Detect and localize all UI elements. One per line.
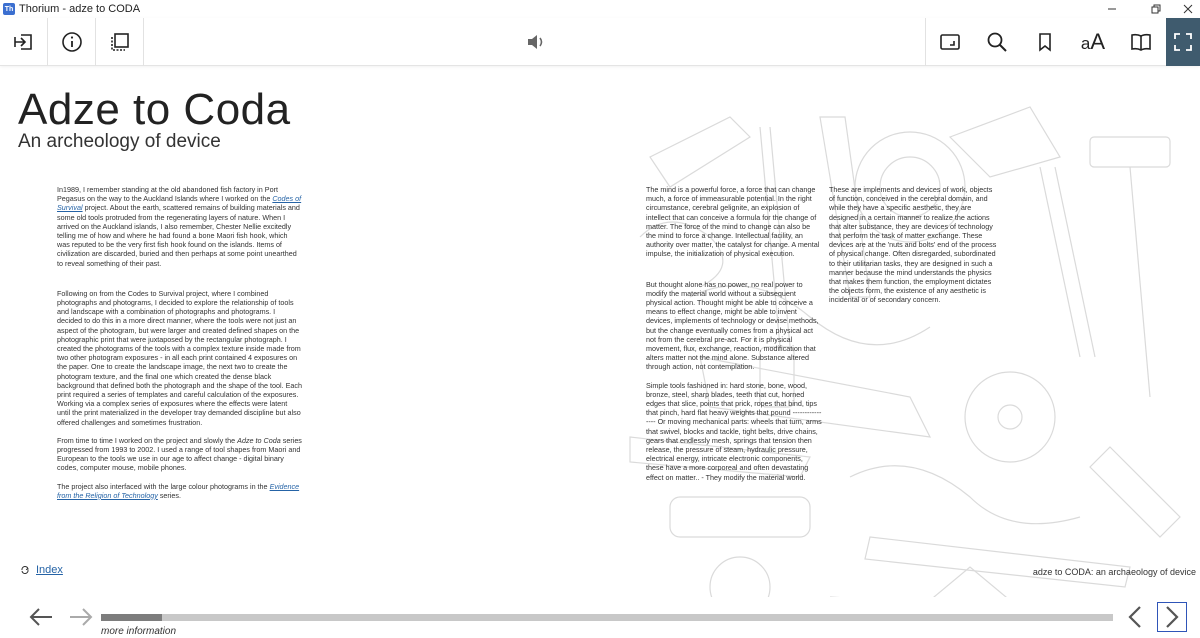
title-bar bbox=[0, 0, 1200, 18]
footer-caption: adze to CODA: an archaeology of device bbox=[1032, 567, 1196, 577]
page-subtitle: An archeology of device bbox=[18, 131, 221, 152]
speaker-icon bbox=[524, 30, 548, 54]
paragraph: But thought alone has no power, no real power to modify the material world without a subsequent physical action. Thought might be able to conceive a means to effect change, might be able to invent devices, implements of technology or devise methods, but the change eventually comes from a physical act not from the cerebral pre-act. For it is physical movement, flux, exchange, reaction, modification that alters matter not the mind alone. Substance altered through action, not contemplation. bbox=[646, 279, 819, 372]
search-button[interactable] bbox=[973, 18, 1021, 66]
next-page-button[interactable] bbox=[1157, 602, 1187, 632]
app-icon: Th bbox=[3, 3, 15, 15]
reading-mode-button[interactable] bbox=[1117, 18, 1165, 66]
info-button[interactable] bbox=[48, 18, 96, 66]
index-link[interactable] bbox=[20, 564, 63, 576]
paragraph: Simple tools fashioned in: hard stone, bone, wood, bronze, steel, sharp blades, teeth that cut, horned edges that slice, points that prick, ropes that bind, tips that pinch, hard flat heavy weights that pound ---------------- Or moving mechanical parts: wheels that turn, arms that swivel, blocks and tackle, tight belts, drive chains, gears that endlessly mesh, springs that tension then release, the pressure of steam, hydraulic pressure, electrical energy, intricate electronic components, these have a more corporeal and often devastating effect on matter.. - They modify the material world. bbox=[646, 380, 822, 482]
chevron-left-icon bbox=[1127, 605, 1143, 629]
reader-content bbox=[0, 67, 1200, 597]
font-settings-button[interactable] bbox=[1069, 18, 1117, 66]
chevron-right-icon bbox=[1164, 605, 1180, 629]
close-icon bbox=[1183, 4, 1193, 14]
evidence-religion-technology-link[interactable]: Evidence from the Religion of Technology bbox=[57, 481, 300, 500]
bookmark-icon bbox=[1033, 30, 1057, 54]
reading-mode-icon bbox=[1129, 30, 1153, 54]
page-title: Adze to Coda bbox=[18, 85, 291, 134]
more-information-label: more information bbox=[101, 626, 177, 637]
bookmark-button[interactable] bbox=[1021, 18, 1069, 66]
info-icon bbox=[60, 30, 84, 54]
codes-of-survival-link[interactable]: Codes of Survival bbox=[57, 194, 302, 213]
reading-progress-bar[interactable] bbox=[101, 614, 1113, 621]
minimize-button[interactable] bbox=[1094, 0, 1130, 18]
window-title: Thorium - adze to CODA bbox=[19, 3, 141, 15]
paragraph: From time to time I worked on the project and slowly the Adze to Coda series progressed from 1993 to 2002. I used a range of tool shapes from Maori and European to the tools we use in our age to affect change - digital binary codes, computer mouse, mobile phones. bbox=[57, 435, 302, 473]
text-column-2 bbox=[646, 185, 822, 491]
table-of-contents-icon bbox=[108, 30, 132, 54]
paragraph: The project also interfaced with the large colour photograms in the Evidence from the Religion of Technology series. bbox=[57, 481, 300, 500]
arrow-right-icon bbox=[68, 606, 94, 628]
fit-page-icon bbox=[938, 30, 962, 54]
paragraph: These are implements and devices of work, objects of function, conceived in the cerebral domain, and while they have a specific aesthetic, they are designed in a certain manner to realize the actions that alter substance, they are devices of technology that perform the task of matter exchange. These devices are at the 'nuts and bolts' end of the process of physical change. Often disregarded, subordinated to their utilitarian tasks, they are designed in such a manner because the mind understands the physics that makes them function, the employment dictates the objects form, the existence of any aesthetic is incidental or of secondary concern. bbox=[829, 185, 997, 305]
search-icon bbox=[985, 30, 1009, 54]
minimize-icon bbox=[1107, 4, 1117, 14]
back-to-library-icon bbox=[12, 30, 36, 54]
close-window-button[interactable] bbox=[1170, 0, 1200, 18]
paragraph: Following on from the Codes to Survival project, where I combined photographs and photograms, I decided to explore the relationship of tools and landscape with a combination of photographs and photograms. I decided to do this in a more direct manner, where the tools were not just an aspect of the photogram, but were larger and created defined shapes on the photographic print that were juxtaposed by the rectangular photograph. I created the photograms of the tools with a complex texture inside made from two other photogram exposures - in all each print contained 4 exposures on the paper. One to create the landscape image, the next two to create the photogram texture, and the final one which created the dense black background that defined both the photograph and the shape of the tool. Each print required a series of templates and careful calculation of the exposures. Working via a complex series of exposures where the effects were latent until the print materialized in the developer tray demanded discipline but also offered challenges and sometimes frustration. bbox=[57, 288, 302, 427]
history-forward-button[interactable] bbox=[66, 602, 96, 632]
previous-page-button[interactable] bbox=[1120, 602, 1150, 632]
bottom-navigation bbox=[0, 598, 1200, 638]
arrow-left-icon bbox=[28, 606, 54, 628]
back-to-library-button[interactable] bbox=[0, 18, 48, 66]
fullscreen-button[interactable] bbox=[1166, 18, 1200, 66]
history-back-button[interactable] bbox=[26, 602, 56, 632]
restore-button[interactable] bbox=[1138, 0, 1174, 18]
table-of-contents-button[interactable] bbox=[96, 18, 144, 66]
fit-page-button[interactable] bbox=[925, 18, 973, 66]
refresh-icon bbox=[20, 565, 30, 575]
paragraph: The mind is a powerful force, a force that can change much, a force of immeasurable potential. In the right circumstance, cerebral gelignite, an explosion of intellect that can conceive a formula for the change of matter. The force of the mind to change can also be the mind to force a change. Intellectual facility, an authority over matter, the catalyst for change. A mental impulse, the initialization of physical execution. bbox=[646, 185, 820, 259]
restore-icon bbox=[1151, 4, 1161, 14]
font-settings-icon: aA bbox=[1080, 29, 1106, 54]
paragraph: In1989, I remember standing at the old abandoned fish factory in Port Pegasus on the way to the Auckland Islands where I worked on the Codes of Survival project. About the earth, scattered remains of building materials and some old tools protruded from the regenerating layers of nature. When I arrived on the Auckland islands, I also remember, Chester Nellie excitedly telling me of how and where he had found a bone Maori fish hook, which was reputed to be the very first fish hook found on the islands. Items of civilization are discarded, buried and then perhaps at some point unearthed to reveal something of their past. bbox=[57, 185, 302, 268]
index-link-label: Index bbox=[36, 564, 63, 576]
text-column-3 bbox=[829, 185, 999, 314]
read-aloud-button[interactable] bbox=[512, 18, 560, 66]
reading-progress-fill bbox=[101, 614, 162, 621]
fullscreen-icon bbox=[1171, 30, 1195, 54]
reader-toolbar bbox=[0, 18, 1200, 66]
text-column-1 bbox=[57, 185, 302, 509]
